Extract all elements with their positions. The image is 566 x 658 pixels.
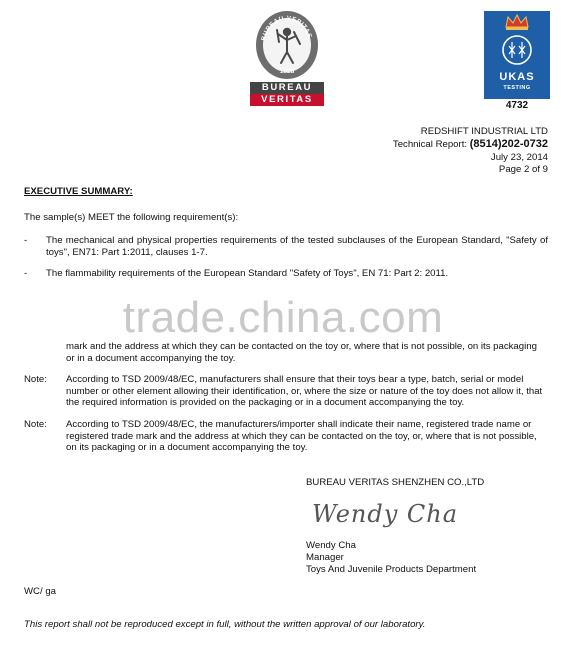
- report-number-line: [393, 138, 548, 151]
- bv-wordmark-bottom: VERITAS: [250, 94, 324, 106]
- requirement-text: The mechanical and physical properties requirements of the tested subclauses of the European Standard, "Safety of toys", EN71: Part 1:2011, clauses 1-7.: [46, 235, 548, 258]
- note-label: Note:: [24, 374, 47, 385]
- section-title-text: EXECUTIVE SUMMARY: [24, 186, 130, 197]
- requirement-item: [24, 235, 548, 258]
- bullet-dash: -: [24, 235, 28, 246]
- ukas-logo: [484, 11, 550, 99]
- continuation-text: mark and the address at which they can be contacted on the toy or, where that is not possible, on its packaging or in a document accompanying the toy.: [66, 341, 537, 364]
- bv-year: 1828: [279, 68, 295, 75]
- requirement-text: The flammability requirements of the European Standard "Safety of Toys", EN 71: Part 2: 2011.: [46, 268, 449, 279]
- signing-company: BUREAU VERITAS SHENZHEN CO.,LTD: [306, 477, 485, 488]
- report-date: July 23, 2014: [490, 151, 548, 163]
- note-text: According to TSD 2009/48/EC, the manufacturers/importer shall indicate their name, registered trade name or registered trade mark and the address at which they can be contacted on the toy, or, where that is not possible, on its packaging or in a document accompanying the toy.: [66, 419, 537, 453]
- signer-title: Manager: [306, 552, 344, 563]
- signer-department: Toys And Juvenile Products Department: [306, 564, 477, 575]
- bureau-veritas-logo: [248, 10, 326, 108]
- note-item: [24, 374, 548, 409]
- watermark: trade.china.com: [122, 293, 444, 342]
- ukas-sub: TESTING: [503, 85, 531, 91]
- crown-icon: [484, 11, 550, 71]
- bv-wordmark-top: BUREAU: [250, 82, 324, 94]
- note-text: According to TSD 2009/48/EC, manufacturers shall ensure that their toys bear a type, batch, serial or model number or other element allowing their identification, or, where the size or nature of the toy does not allow it, that the required information is provided on the packaging or in a document accompanying the toy.: [66, 374, 543, 408]
- note-label: Note:: [24, 419, 47, 430]
- requirements-intro: The sample(s) MEET the following requirement(s):: [24, 212, 239, 223]
- section-title: [24, 186, 133, 198]
- report-number: (8514)202-0732: [469, 138, 548, 151]
- bv-seal-icon: [248, 10, 326, 82]
- bullet-dash: -: [24, 268, 28, 279]
- report-label: Technical Report:: [392, 139, 470, 151]
- company-name: REDSHIFT INDUSTRIAL LTD: [420, 126, 548, 137]
- ukas-number: 4732: [505, 100, 529, 111]
- signature-script: Wendy Cha: [312, 500, 459, 528]
- report-header: [393, 126, 548, 176]
- bv-circle-text: BUREAU VERITAS: [260, 14, 314, 42]
- note-item: [24, 419, 548, 454]
- ukas-name: UKAS: [499, 71, 535, 83]
- section-title-colon: :: [129, 186, 133, 197]
- requirement-item: [24, 268, 548, 280]
- signer-name: Wendy Cha: [306, 540, 356, 551]
- footer-disclaimer: This report shall not be reproduced except in full, without the written approval of our laboratory.: [24, 619, 426, 630]
- reference-initials: WC/ ga: [24, 586, 56, 597]
- page-indicator: Page 2 of 9: [498, 163, 548, 175]
- signer-details: [306, 540, 476, 576]
- handwritten-signature: [306, 492, 481, 534]
